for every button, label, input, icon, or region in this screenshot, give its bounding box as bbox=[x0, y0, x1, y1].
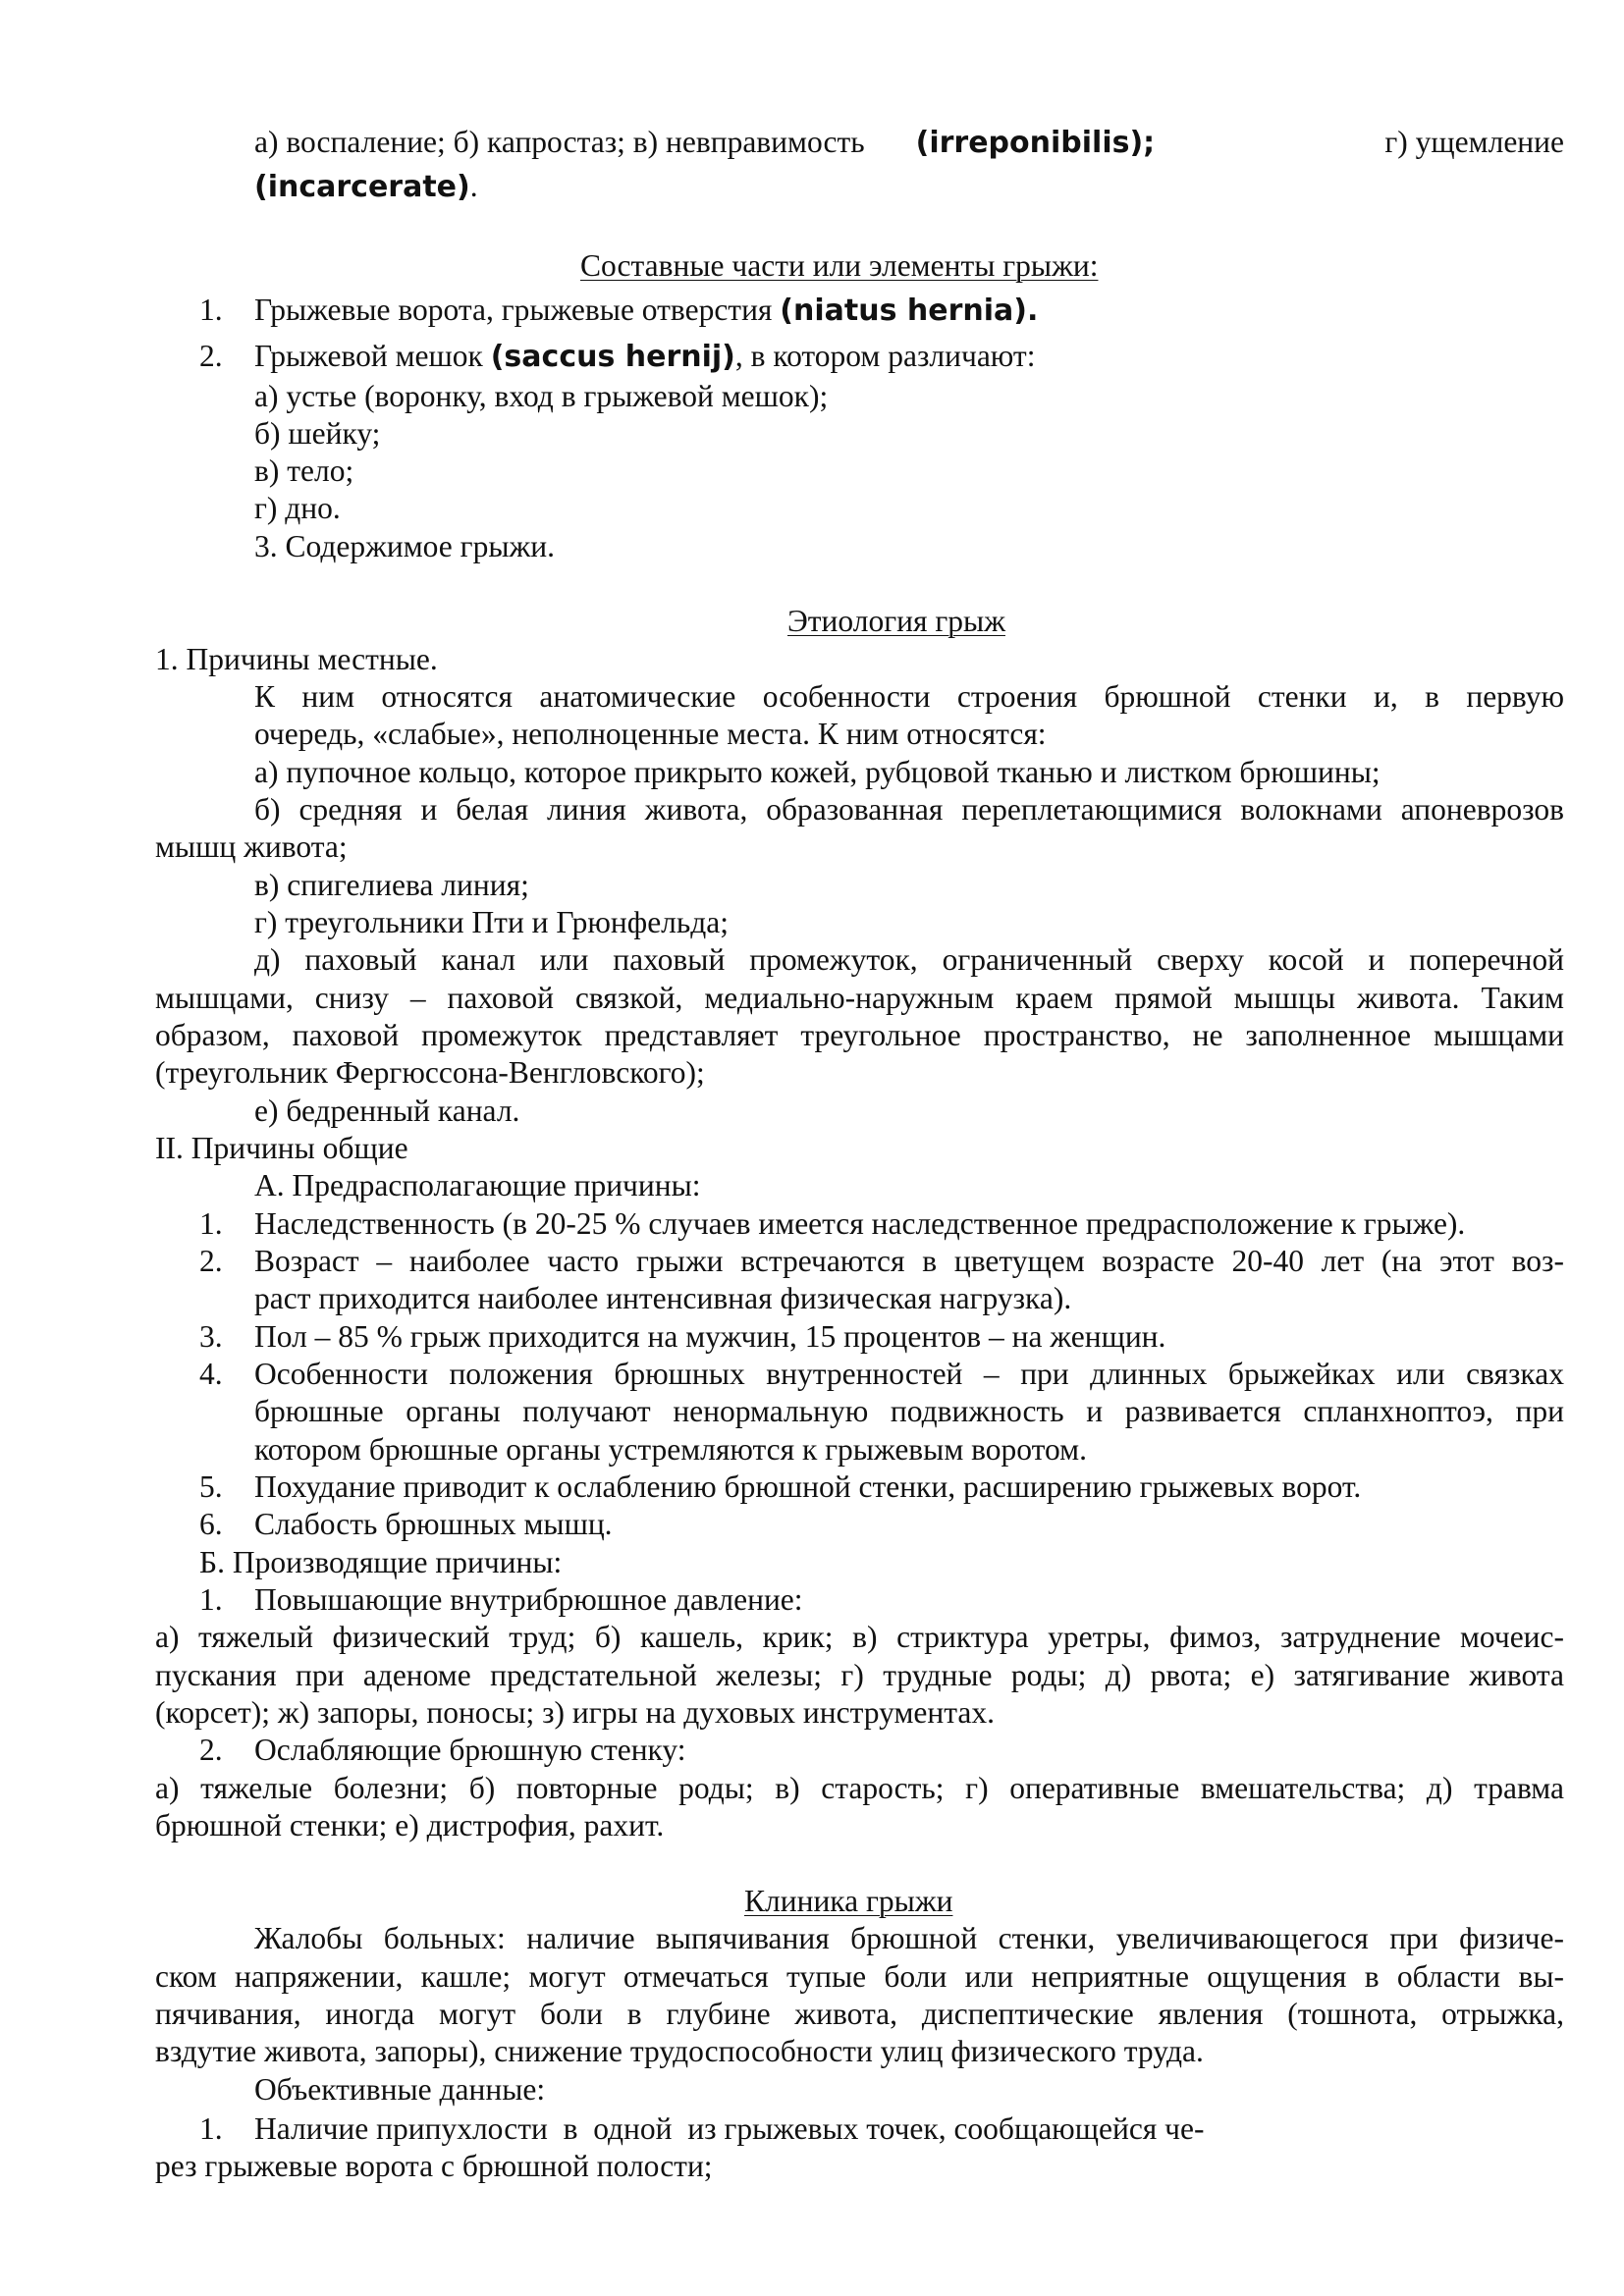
local-cause-a: а) пупочное кольцо, которое прикрыто кожей, рубцовой тканью и листком брюшины; bbox=[254, 755, 1380, 789]
complaints-line-2: ском напряжении, кашле; могут отмечаться тупые боли или неприятные ощущения в области вы- bbox=[155, 1959, 1564, 1994]
element-item-1 bbox=[199, 292, 1038, 330]
predisposing-causes-title: А. Предрасполагающие причины: bbox=[254, 1168, 701, 1202]
local-cause-d-line-2: мышцами, снизу – паховой связкой, медиально-наружным краем прямой мышцы живота. Таким bbox=[155, 981, 1564, 1015]
item-number: 6. bbox=[199, 1507, 223, 1541]
item-number: 4. bbox=[199, 1357, 223, 1391]
predisposing-item-4-line-2: брюшные органы получают ненормальную подвижность и развивается спланхноптоэ, при bbox=[254, 1394, 1564, 1428]
objective-item-1 bbox=[199, 2110, 1204, 2148]
objective-item-1-cont: рез грыжевые ворота с брюшной полости; bbox=[155, 2149, 713, 2183]
local-cause-b-line-1: б) средняя и белая линия живота, образованная переплетающимися волокнами апоневрозов bbox=[254, 792, 1564, 827]
predisposing-item-3 bbox=[199, 1318, 1165, 1356]
item-text: Грыжевые ворота, грыжевые отверстия bbox=[254, 293, 773, 327]
producing-item-1-line-3: (корсет); ж) запоры, поносы; з) игры на духовых инструментах. bbox=[155, 1695, 995, 1730]
section-heading-elements: Составные части или элементы грыжи: bbox=[580, 248, 1099, 283]
predisposing-item-6 bbox=[199, 1506, 613, 1543]
item-number: 1. bbox=[199, 1582, 223, 1617]
item-number: 3. bbox=[199, 1319, 223, 1354]
section-heading-clinic: Клиника грыжи bbox=[744, 1884, 953, 1918]
predisposing-item-5 bbox=[199, 1468, 1361, 1506]
complications-text-a: а) воспаление; б) капростаз; в) невправимость bbox=[254, 125, 865, 159]
local-cause-v: в) спигелиева линия; bbox=[254, 868, 529, 902]
item-text: Слабость брюшных мышц. bbox=[254, 1507, 613, 1541]
local-cause-e: е) бедренный канал. bbox=[254, 1094, 520, 1128]
complications-line-1 bbox=[254, 124, 1564, 162]
sac-part-b: б) шейку; bbox=[254, 416, 381, 451]
term-irreponibilis: (irreponibilis); bbox=[915, 126, 1156, 160]
producing-item-1 bbox=[199, 1581, 803, 1619]
item-text: Возраст – наиболее часто грыжи встречаются в цветущем возрасте 20-40 лет (на этот воз- bbox=[254, 1244, 1564, 1278]
predisposing-item-4-line-3: котором брюшные органы устремляются к грыжевым воротом. bbox=[254, 1432, 1087, 1467]
producing-item-2 bbox=[199, 1732, 686, 1769]
term-saccus-hernij: (saccus hernij) bbox=[490, 340, 735, 374]
item-text: Ослабляющие брюшную стенку: bbox=[254, 1733, 686, 1767]
item-text: Пол – 85 % грыж приходится на мужчин, 15 процентов – на женщин. bbox=[254, 1319, 1166, 1354]
predisposing-item-1 bbox=[199, 1205, 1465, 1243]
item-text: Грыжевой мешок bbox=[254, 339, 483, 373]
local-cause-d-line-1: д) паховый канал или паховый промежуток, ограниченный сверху косой и поперечной bbox=[254, 942, 1564, 977]
complications-text-g: г) ущемление bbox=[1384, 125, 1564, 159]
local-causes-title: 1. Причины местные. bbox=[155, 642, 438, 676]
item-text: Наследственность (в 20-25 % случаев имеется наследственное предрасположение к грыже). bbox=[254, 1206, 1466, 1241]
complications-period: . bbox=[469, 169, 478, 203]
complaints-line-1: Жалобы больных: наличие выпячивания брюшной стенки, увеличивающегося при физиче- bbox=[254, 1921, 1564, 1955]
producing-item-1-line-2: пускания при аденоме предстательной железы; г) трудные роды; д) рвота; е) затягивание живота bbox=[155, 1658, 1564, 1692]
item-text: Особенности положения брюшных внутренностей – при длинных брыжейках или связках bbox=[254, 1357, 1564, 1391]
complaints-line-3: пячивания, иногда могут боли в глубине живота, диспептические явления (тошнота, отрыжка, bbox=[155, 1997, 1564, 2031]
predisposing-item-2-line-2: раст приходится наиболее интенсивная физическая нагрузка). bbox=[254, 1281, 1072, 1315]
objective-data-title: Объективные данные: bbox=[254, 2072, 546, 2107]
item-number: 2. bbox=[199, 1244, 223, 1278]
complaints-line-4: вздутие живота, запоры), снижение трудоспособности улиц физического труда. bbox=[155, 2034, 1204, 2068]
producing-causes-title: Б. Производящие причины: bbox=[199, 1545, 563, 1579]
local-cause-b-line-2: мышц живота; bbox=[155, 829, 348, 864]
item-number: 1. bbox=[199, 293, 223, 327]
producing-item-2-line-2: брюшной стенки; е) дистрофия, рахит. bbox=[155, 1808, 665, 1842]
term-incarcerate: (incarcerate) bbox=[254, 170, 470, 204]
item-text: Повышающие внутрибрюшное давление: bbox=[254, 1582, 803, 1617]
local-causes-para-line-1: К ним относятся анатомические особенности строения брюшной стенки и, в первую bbox=[254, 679, 1564, 714]
predisposing-item-2-line-1 bbox=[199, 1243, 1564, 1280]
element-item-2 bbox=[199, 338, 1035, 376]
predisposing-item-4-line-1 bbox=[199, 1356, 1564, 1393]
producing-item-1-line-1: а) тяжелый физический труд; б) кашель, крик; в) стриктура уретры, фимоз, затруднение мочеис- bbox=[155, 1620, 1564, 1654]
local-causes-para-line-2: очередь, «слабые», неполноценные места. К ним относятся: bbox=[254, 717, 1047, 751]
producing-item-2-line-1: а) тяжелые болезни; б) повторные роды; в) старость; г) оперативные вмешательства; д) травма bbox=[155, 1771, 1564, 1805]
item-text: Похудание приводит к ослаблению брюшной стенки, расширению грыжевых ворот. bbox=[254, 1469, 1362, 1504]
item-number: 5. bbox=[199, 1469, 223, 1504]
complications-line-2 bbox=[254, 168, 478, 206]
general-causes-title: II. Причины общие bbox=[155, 1131, 408, 1165]
section-heading-etiology: Этиология грыж bbox=[787, 604, 1005, 638]
item-number: 1. bbox=[199, 2111, 223, 2146]
local-cause-d-line-4: (треугольник Фергюссона-Венгловского); bbox=[155, 1055, 705, 1090]
item-text: Наличие припухлости в одной из грыжевых точек, сообщающейся че- bbox=[254, 2111, 1205, 2146]
sac-part-a: а) устье (воронку, вход в грыжевой мешок); bbox=[254, 379, 829, 413]
local-cause-g: г) треугольники Пти и Грюнфельда; bbox=[254, 905, 730, 939]
item-rest: , в котором различают: bbox=[734, 339, 1036, 373]
sac-part-v: в) тело; bbox=[254, 454, 354, 488]
sac-part-g: г) дно. bbox=[254, 491, 341, 525]
term-niatus-hernia: (niatus hernia). bbox=[780, 294, 1039, 328]
element-item-3: 3. Содержимое грыжи. bbox=[254, 529, 555, 563]
item-number: 2. bbox=[199, 1733, 223, 1767]
item-number: 2. bbox=[199, 339, 223, 373]
item-number: 1. bbox=[199, 1206, 223, 1241]
local-cause-d-line-3: образом, паховой промежуток представляет треугольное пространство, не заполненное мышцами bbox=[155, 1018, 1564, 1052]
